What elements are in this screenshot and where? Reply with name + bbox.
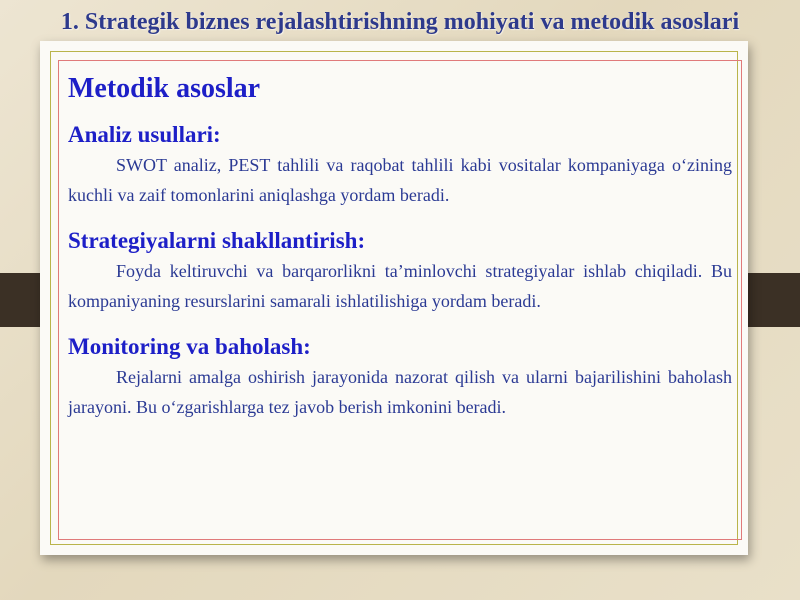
section-body: SWOT analiz, PEST tahlili va raqobat tahlili kabi vositalar kompaniyaga o‘zining kuchli va zaif tomonlarini aniqlashga yordam beradi. <box>68 155 732 205</box>
slide-title: 1. Strategik biznes rejalashtirishning mohiyati va metodik asoslari <box>60 9 740 35</box>
section-heading: Analiz usullari: <box>68 122 221 147</box>
section-heading: Monitoring va baholash: <box>68 334 311 359</box>
section-heading: Strategiyalarni shakllantirish: <box>68 228 366 253</box>
section-analysis-methods <box>68 120 732 210</box>
section-body: Foyda keltiruvchi va barqarorlikni ta’minlovchi strategiyalar ishlab chiqiladi. Bu kompaniyaning resurslarini samarali ishlatilishiga yordam beradi. <box>68 261 732 311</box>
content-card <box>58 60 742 540</box>
left-decorative-band <box>0 273 40 327</box>
section-strategy-formation <box>68 226 732 316</box>
right-decorative-band <box>741 273 800 327</box>
section-monitoring-evaluation <box>68 332 732 422</box>
section-body: Rejalarni amalga oshirish jarayonida nazorat qilish va ularni bajarilishini baholash jarayoni. Bu o‘zgarishlarga tez javob berish imkonini beradi. <box>68 367 732 417</box>
card-title: Metodik asoslar <box>68 73 261 104</box>
